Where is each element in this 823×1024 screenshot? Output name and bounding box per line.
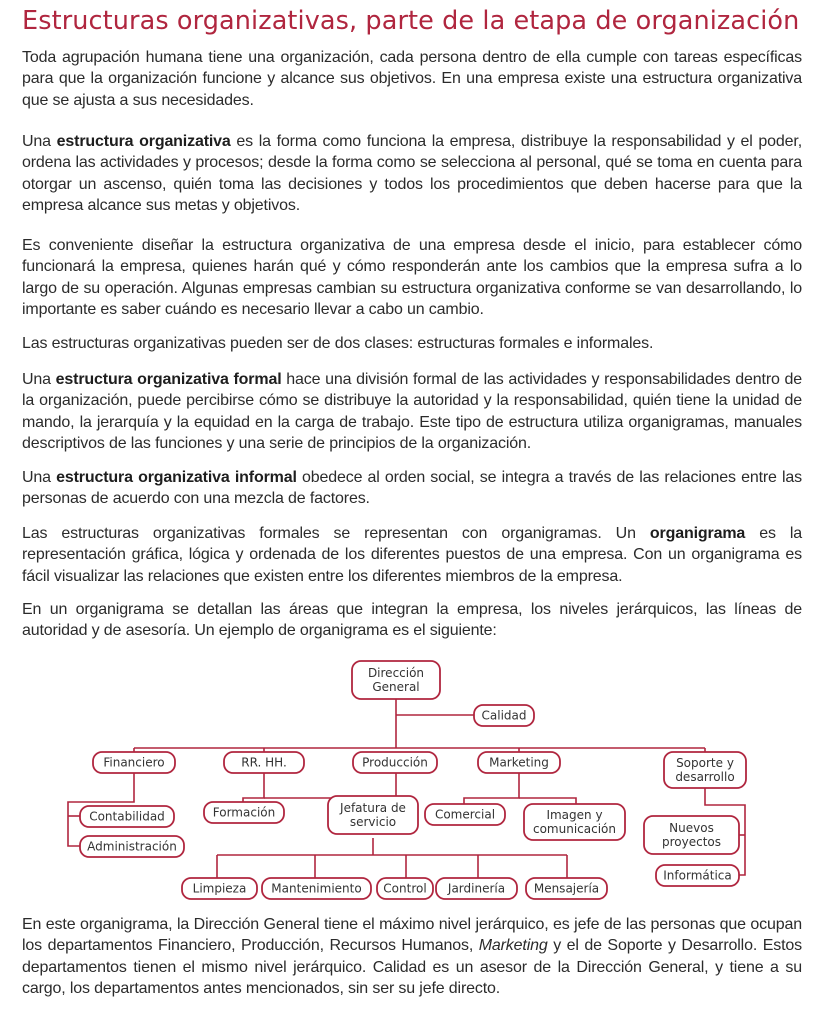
text: hace una división formal de las actividades y responsabilidades dentro de la organización, puede percibirse cómo se distribuye la autoridad y la responsabilidad, quién tiene la unidad de mando, la jerarquía y la equidad en la carga de trabajo. Este tipo de estructura utiliza organigramas, manuales descriptivos de las funciones y una serie de principios de la organización. (22, 371, 802, 452)
paragraph-organigrama (22, 523, 802, 587)
page-title: Estructuras organizativas, parte de la etapa de organización (22, 6, 800, 36)
org-node-formacion (204, 802, 284, 823)
paragraph-diseno: Es conveniente diseñar la estructura organizativa de una empresa desde el inicio, para establecer cómo funcionará la empresa, quienes harán qué y cómo responderán ante los cambios que la empresa sufra a lo largo de su operación. Algunas empresas cambian su estructura organizativa conforme se van desarrollando, lo importante es saber cuándo es necesario llevar a cabo un cambio. (22, 237, 802, 318)
org-node-mantenimiento (262, 878, 371, 899)
org-node-limpieza (182, 878, 257, 899)
text: Las estructuras organizativas formales se representan con organigramas. Un (22, 525, 650, 542)
org-node-control (377, 878, 433, 899)
paragraph-ejemplo: En un organigrama se detallan las áreas que integran la empresa, los niveles jerárquicos, las líneas de autoridad y de asesoría. Un ejemplo de organigrama es el siguiente: (22, 601, 802, 640)
org-node-label: comunicación (532, 822, 617, 836)
text: Una (22, 469, 57, 486)
org-node-label: Mensajería (533, 881, 600, 896)
org-node-label: Dirección (367, 666, 425, 680)
org-node-jardineria (436, 878, 517, 899)
org-node-label: desarrollo (675, 770, 735, 784)
term-estructura-organizativa: estructura organizativa (56, 133, 231, 150)
org-node-label: Producción (362, 755, 428, 770)
org-node-label: General (372, 680, 420, 694)
org-node-label: Comercial (434, 807, 496, 822)
org-node-label: Informática (663, 868, 732, 883)
term-organigrama: organigrama (649, 525, 746, 542)
org-node-rrhh (224, 752, 304, 773)
connector (243, 773, 264, 802)
paragraph-intro: Toda agrupación humana tiene una organización, cada persona dentro de ella cumple con tareas específicas para que la organización funcione y alcance sus objetivos. En una empresa existe una estructura organizativa que se ajusta a sus necesidades. (22, 49, 802, 109)
term-informal: estructura organizativa informal (56, 469, 297, 486)
paragraph-formal (22, 369, 802, 454)
paragraph-estructura-organizativa (22, 131, 802, 216)
org-node-calidad (474, 705, 534, 726)
org-node-label: Contabilidad (89, 809, 165, 824)
org-node-label: Calidad (481, 708, 527, 723)
org-node-informatica (656, 865, 739, 886)
text: Una (22, 371, 56, 388)
paragraph-explicacion (22, 914, 802, 999)
org-node-marketing (478, 752, 560, 773)
org-node-label: Jefatura de (340, 801, 406, 815)
text: es la representación gráfica, lógica y ordenada de los diferentes puestos de una empresa. Con un organigrama es fácil visualizar las relaciones que existen entre los diferentes miembros de la empresa. (22, 525, 802, 585)
org-node-produccion (353, 752, 437, 773)
org-node-label: Nuevos (669, 821, 714, 835)
org-node-contabilidad (80, 806, 174, 827)
connector (519, 798, 576, 804)
org-node-label: Control (383, 881, 427, 896)
term-marketing: Marketing (478, 937, 548, 955)
org-node-imagen (524, 804, 625, 840)
org-node-label: Formación (212, 805, 276, 820)
org-node-label: Imagen y (546, 808, 603, 822)
org-node-nuevos (644, 816, 739, 854)
org-node-label: servicio (349, 815, 397, 829)
text: es la forma como funciona la empresa, distribuye la responsabilidad y el poder, ordena las actividades y procesos; desde la forma como se selecciona al personal, qué se toma en cuenta para otorgar un ascenso, quién toma las decisiones y todos los procedimientos que deben hacerse para que la empresa alcance sus metas y objetivos. (22, 133, 803, 214)
text: Una (22, 133, 57, 150)
org-node-label: Financiero (103, 755, 165, 770)
org-node-label: Marketing (489, 755, 549, 770)
term-formal: estructura organizativa formal (55, 371, 282, 388)
org-node-mensajeria (526, 878, 607, 899)
org-node-administracion (80, 836, 184, 857)
org-node-label: Administración (87, 839, 177, 854)
org-node-direccion (352, 661, 440, 699)
org-node-soporte (664, 752, 746, 788)
org-chart (0, 655, 823, 905)
text: y el de Soporte y Desarrollo. Estos departamentos tienen el mismo nivel jerárquico. Calidad es un asesor de la Dirección General, y tiene a su cargo, los departamentos antes mencionados, sin ser su jefe directo. (22, 937, 802, 997)
org-node-comercial (425, 804, 505, 825)
connector (464, 773, 519, 804)
text: obedece al orden social, se integra a través de las relaciones entre las personas de acuerdo con una mezcla de factores. (22, 469, 802, 508)
org-node-label: Soporte y (676, 756, 734, 770)
org-node-label: Limpieza (192, 881, 247, 896)
paragraph-informal (22, 467, 802, 510)
org-node-label: Jardinería (447, 881, 506, 896)
org-node-label: RR. HH. (241, 755, 287, 770)
org-node-label: Mantenimiento (271, 881, 362, 896)
org-node-label: proyectos (661, 835, 722, 849)
text: En este organigrama, la Dirección General tiene el máximo nivel jerárquico, es jefe de las personas que ocupan los departamentos Financiero, Producción, Recursos Humanos, (22, 916, 802, 955)
org-node-jefatura (328, 796, 418, 834)
org-node-financiero (93, 752, 175, 773)
paragraph-clases: Las estructuras organizativas pueden ser de dos clases: estructuras formales e informales. (22, 335, 654, 352)
